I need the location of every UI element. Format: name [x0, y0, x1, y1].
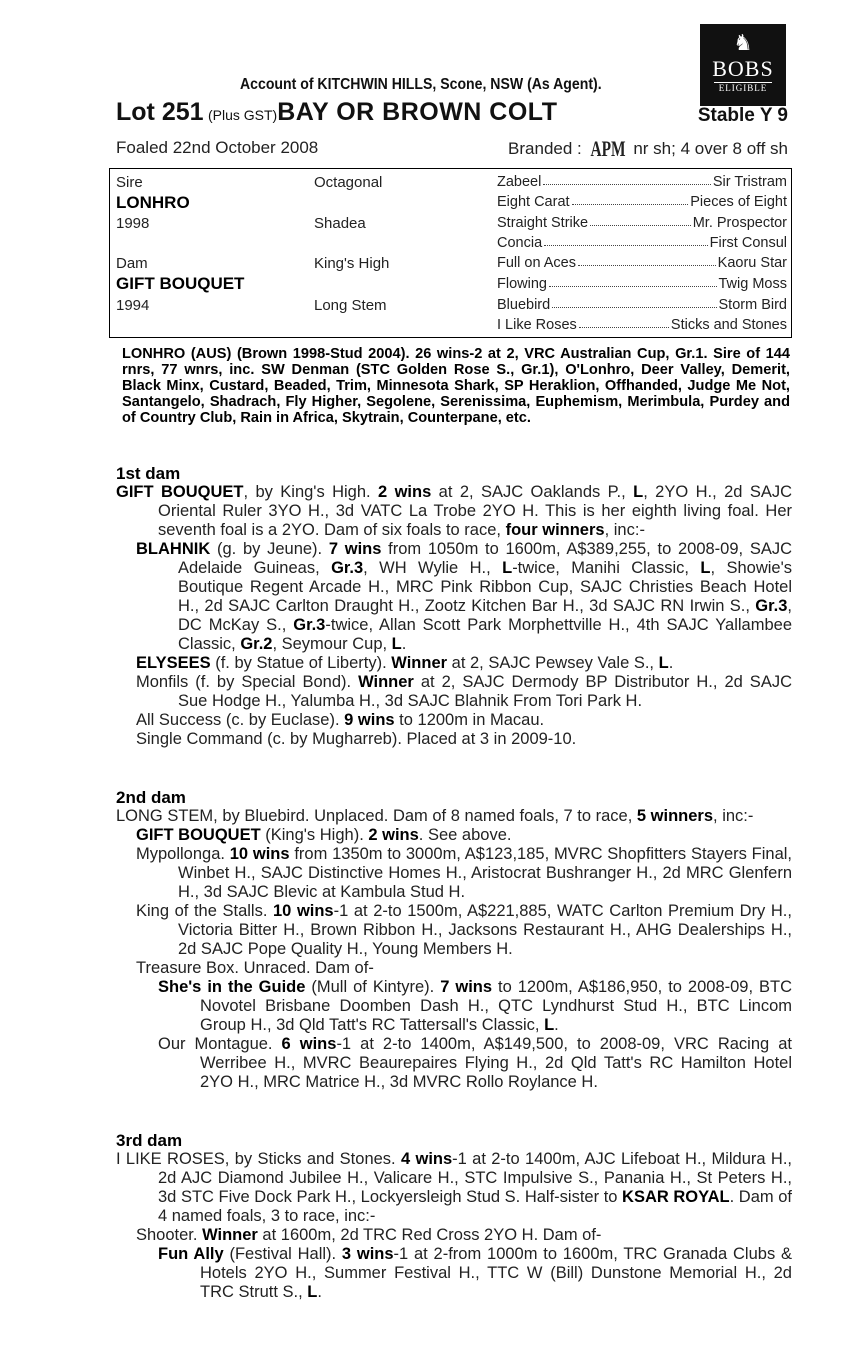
ggp-right: Sir Tristram: [712, 174, 787, 190]
ggp-row: [497, 255, 787, 271]
ggp-right: Twig Moss: [718, 276, 787, 292]
grand-progeny-entry: Our Montague. 6 wins-1 at 2-to 1400m, A$149,500, to 2008-09, VRC Racing at Werribee H., MVRC Beaurepaires Flying H., 2d Qld Tatt's RC Hamilton Hotel 2YO H., MRC Matrice H., 3d MVRC Rollo Roylance H.: [158, 1035, 792, 1091]
ggp-left: Zabeel: [497, 174, 542, 190]
ggp-left: Straight Strike: [497, 215, 589, 231]
progeny-entry: GIFT BOUQUET (King's High). 2 wins. See above.: [136, 826, 512, 844]
ggp-left: Bluebird: [497, 297, 551, 313]
progeny-entry: BLAHNIK (g. by Jeune). 7 wins from 1050m to 1600m, A$389,255, to 2008-09, SAJC Adelaide Guineas, Gr.3, WH Wylie H., L-twice, Manihi Classic, L, Showie's Boutique Regent Arcade H., MRC Pink Ribbon Cup, SAJC Christies Beach Hotel H., 2d SAJC Carlton Draught H., Zootz Kitchen Bar H., 3d SAJC RN Irwin S., Gr.3, DC McKay S., Gr.3-twice, Allan Scott Park Morphettville H., 4th SAJC Yallambee Classic, Gr.2, Seymour Cup, L.: [136, 540, 792, 653]
ggp-row: [497, 194, 787, 210]
section-heading: 3rd dam: [116, 1131, 183, 1150]
progeny-entry: King of the Stalls. 10 wins-1 at 2-to 1500m, A$221,885, WATC Carlton Premium Dry H., Victoria Bitter H., Brown Ribbon H., Jacksons Restaurant H., AHG Dealerships H., 2d SAJC Pope Quality H., Young Members H.: [136, 902, 792, 958]
bobs-eligible-logo: [700, 24, 786, 106]
ggp-row: [497, 317, 787, 333]
dam-sire: King's High: [314, 255, 390, 272]
progeny-entry: ELYSEES (f. by Statue of Liberty). Winner at 2, SAJC Pewsey Vale S., L.: [136, 654, 674, 672]
lot-number: Lot 251: [116, 98, 204, 126]
sire-name: LONHRO: [116, 193, 190, 212]
horse-description: BAY OR BROWN COLT: [277, 98, 558, 126]
first-dam-section: [116, 464, 792, 749]
sire-label: Sire: [116, 174, 143, 191]
ggp-right: Kaoru Star: [717, 255, 787, 271]
foaled-date: Foaled 22nd October 2008: [116, 138, 319, 157]
brand-mark: APM: [590, 136, 626, 161]
brand-info: [508, 136, 788, 162]
ggp-row: [497, 174, 787, 190]
ggp-left: I Like Roses: [497, 317, 577, 333]
ggp-right: Mr. Prospector: [692, 215, 787, 231]
ggp-left: Concia: [497, 235, 543, 251]
ggp-row: [497, 235, 787, 251]
ggp-row: [497, 276, 787, 292]
lot-title-line: [116, 98, 792, 130]
ggp-left: Flowing: [497, 276, 547, 292]
ggp-row: [497, 297, 787, 313]
branded-label: Branded :: [508, 139, 587, 158]
ggp-left: Full on Aces: [497, 255, 576, 271]
logo-bobs: BOBS: [712, 56, 774, 81]
third-dam-section: [116, 1131, 792, 1302]
ggp-right: Storm Bird: [718, 297, 787, 313]
ggp-right: Pieces of Eight: [690, 194, 787, 210]
progeny-entry: Treasure Box. Unraced. Dam of-: [136, 959, 374, 977]
pedigree-table: [109, 168, 792, 338]
progeny-entry: Single Command (c. by Mugharreb). Placed at 3 in 2009-10.: [136, 730, 577, 748]
sire-bio: LONHRO (AUS) (Brown 1998-Stud 2004). 26 wins-2 at 2, VRC Australian Cup, Gr.1. Sire of 144 rnrs, 77 wnrs, inc. SW Denman (STC Golden Rose S., Gr.1), O'Lonhro, Deer Valley, Demerit, Black Minx, Custard, Beaded, Trim, Minnesota Shark, SP Heraklion, Offhanded, Judge Me Not, Santangelo, Shadrach, Fly Higher, Segolene, Serenissima, Euphemism, Merimbula, Purdey and of Country Club, Rain in Africa, Skytrain, Counterpane, etc.: [122, 346, 790, 426]
ggp-row: [497, 215, 787, 231]
gst-note: (Plus GST): [207, 107, 278, 123]
dam-paragraph: I LIKE ROSES, by Sticks and Stones. 4 wins-1 at 2-to 1400m, AJC Lifeboat H., Mildura H., 2d AJC Diamond Jubilee H., Valicare H., STC Impulsive S., Panania H., St Peters H., 3d STC Five Dock Park H., Lockyersleigh Stud S. Half-sister to KSAR ROYAL. Dam of 4 named foals, 3 to race, inc:-: [116, 1150, 792, 1225]
dam-dam: Long Stem: [314, 297, 387, 314]
sire-year: 1998: [116, 215, 150, 232]
branded-details: nr sh; 4 over 8 off sh: [633, 139, 788, 158]
ggp-left: Eight Carat: [497, 194, 570, 210]
progeny-entry: All Success (c. by Euclase). 9 wins to 1200m in Macau.: [136, 711, 545, 729]
vendor-account: Account of KITCHWIN HILLS, Scone, NSW (As Agent).: [240, 76, 602, 93]
logo-eligible: ELIGIBLE: [714, 82, 772, 93]
stable-number: Stable Y 9: [697, 105, 788, 126]
dam-name: GIFT BOUQUET: [116, 274, 245, 293]
ggp-right: Sticks and Stones: [670, 317, 787, 333]
section-heading: 1st dam: [116, 464, 181, 483]
sire-dam: Shadea: [314, 215, 366, 232]
ggp-right: First Consul: [709, 235, 787, 251]
dam-paragraph: LONG STEM, by Bluebird. Unplaced. Dam of 8 named foals, 7 to race, 5 winners, inc:-: [116, 807, 754, 825]
dam-year: 1994: [116, 297, 150, 314]
section-heading: 2nd dam: [116, 788, 186, 807]
dam-paragraph: GIFT BOUQUET, by King's High. 2 wins at 2, SAJC Oaklands P., L, 2YO H., 2d SAJC Oriental Ruler 3YO H., 3d VATC La Trobe 2YO H. This is her eighth living foal. Her seventh foal is a 2YO. Dam of six foals to race, four winners, inc:-: [116, 483, 792, 539]
progeny-entry: Monfils (f. by Special Bond). Winner at 2, SAJC Dermody BP Distributor H., 2d SAJC Sue Hodge H., Yalumba H., 3d SAJC Blahnik From Tori Park H.: [136, 673, 792, 710]
sire-sire: Octagonal: [314, 174, 383, 191]
dam-label: Dam: [116, 255, 148, 272]
grand-progeny-entry: She's in the Guide (Mull of Kintyre). 7 wins to 1200m, A$186,950, to 2008-09, BTC Novotel Brisbane Doomben Dash H., QTC Lyndhurst Stud H., BTC Lincom Group H., 3d Qld Tatt's RC Tattersall's Classic, L.: [158, 978, 793, 1034]
second-dam-section: [116, 788, 792, 1092]
progeny-entry: Shooter. Winner at 1600m, 2d TRC Red Cross 2YO H. Dam of-: [136, 1226, 602, 1244]
progeny-entry: Mypollonga. 10 wins from 1350m to 3000m, A$123,185, MVRC Shopfitters Stayers Final, Winbet H., SAJC Distinctive Homes H., Aristocrat Bushranger H., 2d MRC Glenfern H., 3d SAJC Blevic at Kambula Stud H.: [136, 845, 792, 901]
horse-icon: ♞: [733, 30, 753, 55]
grand-progeny-entry: Fun Ally (Festival Hall). 3 wins-1 at 2-from 1000m to 1600m, TRC Granada Clubs & Hotels 2YO H., Summer Festival H., TTC W (Bill) Dunstone Memorial H., 2d TRC Strutt S., L.: [158, 1245, 792, 1301]
